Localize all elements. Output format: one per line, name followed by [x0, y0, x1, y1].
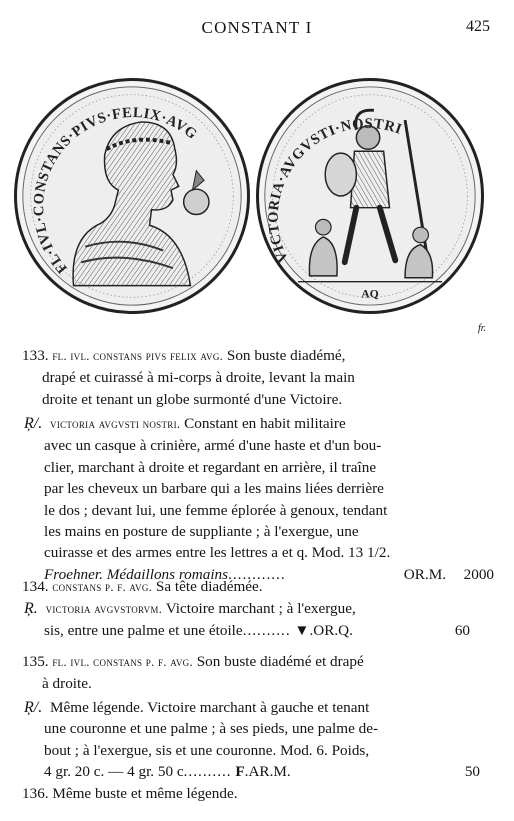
description-line: à droite. — [42, 675, 92, 693]
reverse-legend: VICTORIA·AVGVSTI·NOSTRI — [265, 115, 405, 265]
entry-line — [22, 345, 454, 367]
description-line: le dos ; devant lui, une femme éplorée à genoux, tendant — [44, 501, 388, 519]
leader-dots: ............ — [228, 565, 286, 583]
catalogue-entry-134 — [22, 576, 462, 598]
description-line: clier, marchant à droite et regardant en arrière, il traîne — [44, 458, 377, 476]
leader-dots: .......... — [242, 622, 291, 640]
coin-reverse-image — [256, 78, 484, 314]
reverse-exergue: AQ — [361, 287, 379, 301]
description-text: Même buste et même légende. — [52, 785, 238, 802]
reverse-line — [24, 598, 494, 620]
description-text: 4 gr. 20 c. — 4 gr. 50 c — [44, 763, 184, 781]
reverse-sign: Ŗ/. — [24, 699, 43, 716]
description-line: cuirasse et des armes entre les lettres a et q. Mod. 13 1/2. — [44, 544, 391, 562]
running-head — [0, 14, 514, 40]
catalogue-entry-136 — [22, 783, 462, 804]
catalogue-entry-133 — [22, 345, 454, 410]
reverse-line — [24, 413, 494, 435]
description-line: drapé et cuirassé à mi-corps à droite, levant la main — [42, 369, 355, 387]
catalogue-entry-135 — [22, 651, 472, 695]
leader-dots: .......... — [183, 763, 232, 781]
rarity-mark: ▼ — [294, 622, 310, 640]
description-text: sis, entre une palme et une étoile — [44, 622, 243, 640]
metal-format: .OR.Q. — [309, 622, 353, 640]
running-title: CONSTANT I — [201, 18, 313, 37]
description-text: Son buste diadémé, — [226, 347, 346, 364]
coin-obverse-engraving — [17, 81, 247, 311]
metal-format: OR.M. — [403, 565, 446, 583]
obverse-legend-text: constans p. f. avg. — [52, 580, 153, 594]
entry-number: 135. — [22, 653, 49, 670]
photo-credit: fr. — [477, 323, 486, 334]
coin-reverse-engraving — [259, 81, 481, 311]
reverse-legend-text: victoria avgvsti nostri. — [50, 417, 181, 431]
obverse-legend: FL·IVL·CONSTANS·PIVS·FELIX·AVG — [31, 104, 201, 277]
price: 60 — [454, 622, 470, 640]
description-line: droite et tenant un globe surmonté d'une Victoire. — [42, 390, 343, 408]
description-text: Même légende. Victoire marchant à gauche et tenant — [50, 699, 370, 716]
reverse-sign: Ŗ. — [24, 600, 38, 617]
entry-number: 136. — [22, 785, 49, 802]
obverse-legend-text: fl. ivl. constans p. f. avg. — [52, 655, 193, 669]
description-line: par les cheveux un barbare qui a les mains liées derrière — [44, 480, 384, 498]
entry-number: 133. — [22, 347, 49, 364]
metal-format: .AR.M. — [244, 763, 291, 781]
entry-line — [22, 576, 462, 598]
price: 2000 — [463, 565, 494, 583]
description-text: Sa tête diadémée. — [155, 578, 263, 595]
description-line — [24, 620, 494, 641]
rarity-mark: F — [235, 763, 245, 781]
description-text: Victoire marchant ; à l'exergue, — [165, 600, 356, 617]
obverse-legend-text: fl. ivl. constans pivs felix avg. — [52, 349, 224, 363]
description-text: Constant en habit militaire — [184, 415, 346, 432]
reverse-description-133 — [24, 413, 494, 585]
reverse-description-134 — [24, 598, 494, 642]
entry-line — [22, 651, 472, 673]
page-number: 425 — [466, 18, 490, 35]
reverse-line — [24, 697, 494, 718]
entry-line — [22, 783, 462, 804]
bibliographic-reference: Froehner. Médaillons romains — [44, 565, 229, 583]
coin-obverse-image — [14, 78, 250, 314]
description-text: Son buste diadémé et drapé — [196, 653, 364, 670]
description-line: une couronne et une palme ; à ses pieds, une palme de- — [44, 720, 379, 738]
reverse-sign: Ŗ/. — [24, 415, 43, 432]
price: 50 — [464, 763, 480, 781]
description-line: bout ; à l'exergue, sis et une couronne. Mod. 6. Poids, — [44, 741, 370, 759]
reverse-legend-text: victoria avgvstorvm. — [45, 602, 163, 616]
description-line: avec un casque à crinière, armé d'une haste et d'un bou- — [44, 437, 382, 455]
entry-number: 134. — [22, 578, 49, 595]
reverse-description-135 — [24, 697, 494, 783]
description-line — [24, 761, 494, 782]
description-line: les mains en posture de suppliante ; à l'exergue, une — [44, 523, 359, 541]
